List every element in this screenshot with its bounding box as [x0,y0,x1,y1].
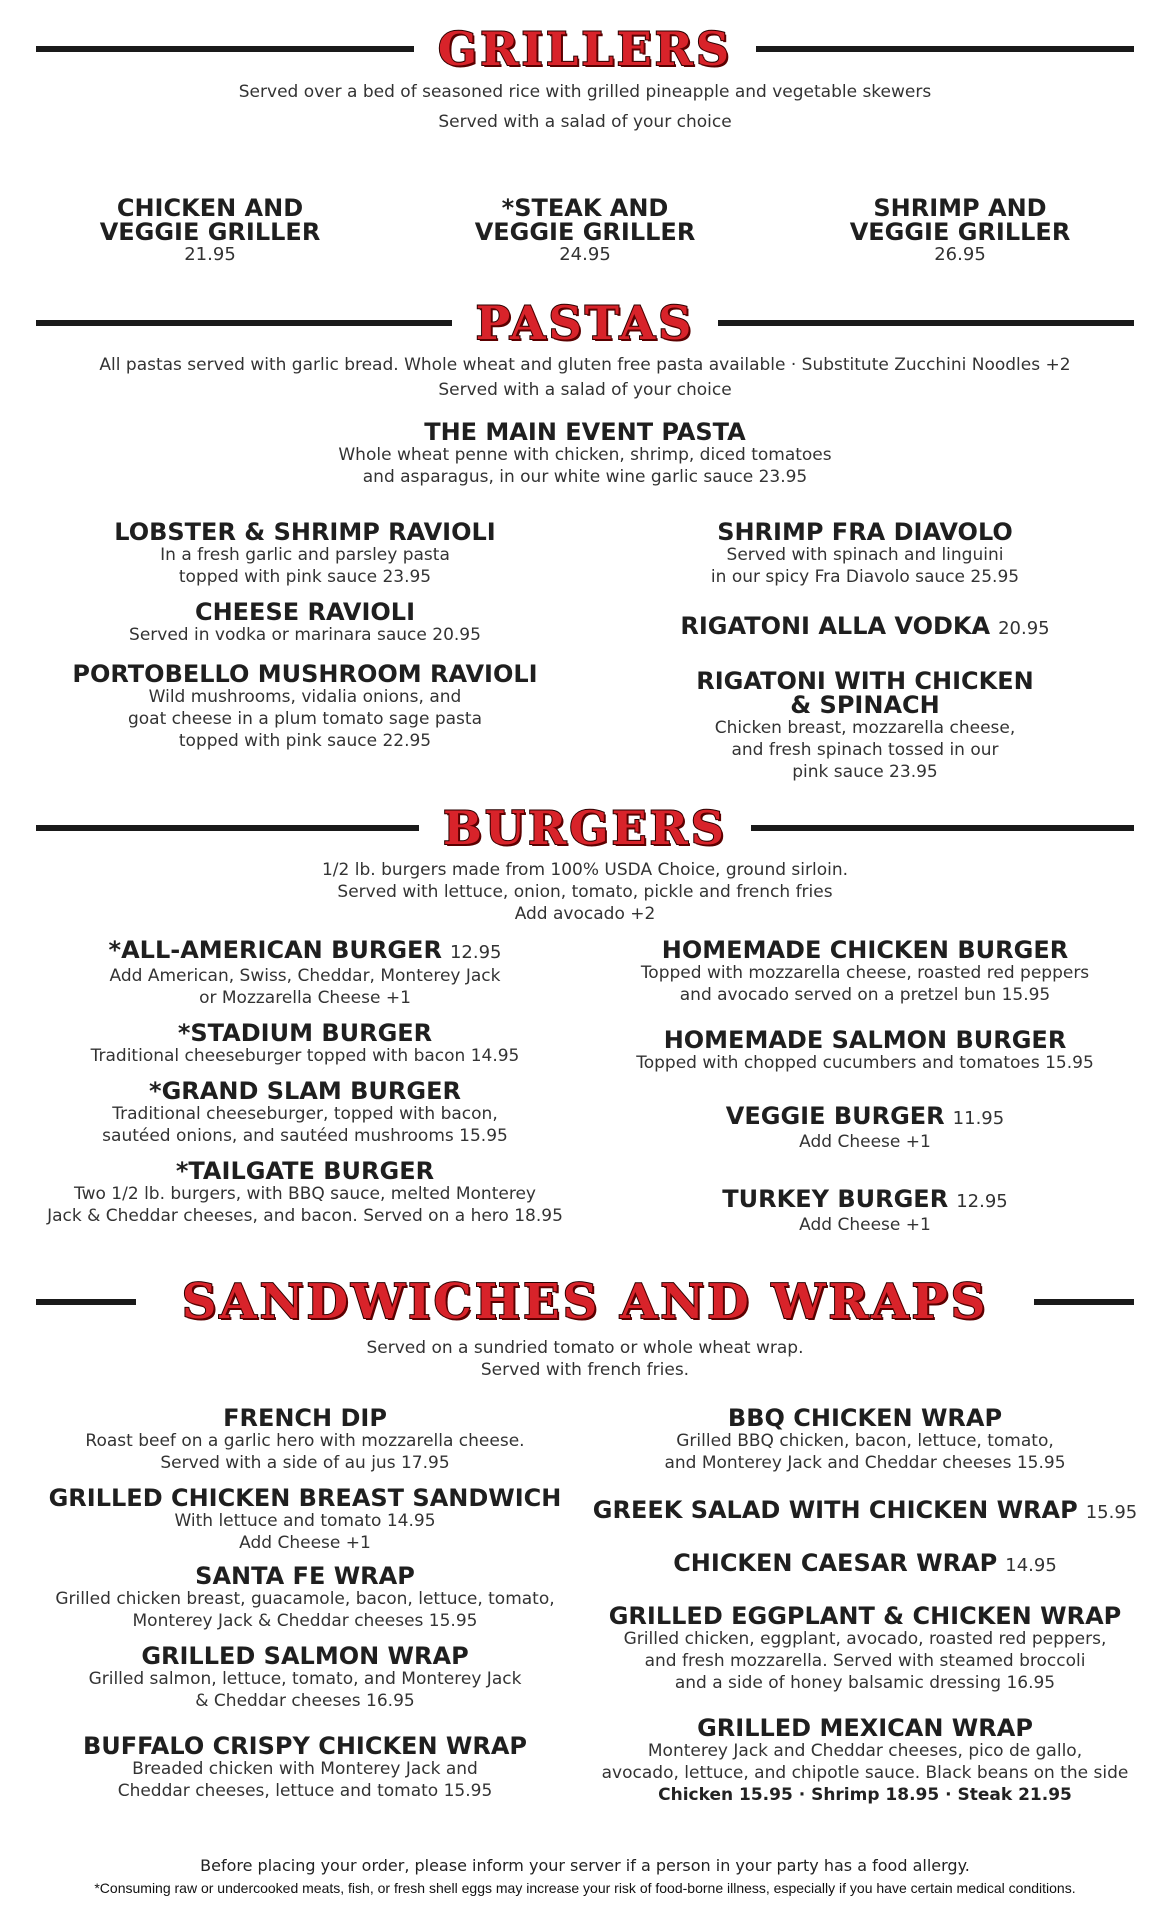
item-name: PORTOBELLO MUSHROOM RAVIOLI [72,660,538,688]
item-price: 12.95 [449,942,502,963]
item-name: GREEK SALAD WITH CHICKEN WRAP [592,1496,1078,1524]
item-description: Breaded chicken with Monterey Jack and [132,1759,478,1779]
divider [36,1299,136,1305]
item-description: and fresh spinach tossed in our [731,740,999,760]
item-description: topped with pink sauce 22.95 [178,731,432,751]
burgers-header [0,801,1170,855]
menu-item-steak-griller [435,196,735,266]
item-name: SANTA FE WRAP [195,1562,415,1590]
item-description: Chicken breast, mozzarella cheese, [714,718,1016,738]
item-price-options: Chicken 15.95 · Shrimp 18.95 · Steak 21.95 [658,1785,1072,1805]
item-description: Jack & Cheddar cheeses, and bacon. Served on a hero 18.95 [47,1206,563,1226]
sandwiches-left-column [30,1406,580,1802]
item-name: *STADIUM BURGER [177,1019,433,1047]
item-description: goat cheese in a plum tomato sage pasta [127,709,482,729]
item-description: and fresh mozzarella. Served with steamed broccoli [644,1651,1086,1671]
menu-item [40,1159,570,1227]
burgers-subtitle-3: Add avocado +2 [514,904,656,924]
item-description: in our spicy Fra Diavolo sauce 25.95 [710,567,1020,587]
pastas-left-column [40,520,570,752]
sandwiches-subtitle-1: Served on a sundried tomato or whole wheat wrap. [366,1338,804,1358]
menu-item [40,1079,570,1147]
item-description: Add Cheese +1 [799,1215,931,1235]
sandwiches-header [0,1274,1170,1330]
item-description: Monterey Jack & Cheddar cheeses 15.95 [132,1611,478,1631]
grillers-subtitle-1: Served over a bed of seasoned rice with grilled pineapple and vegetable skewers [238,82,932,102]
divider [1034,1299,1134,1305]
menu-item [40,600,570,646]
menu-item [600,938,1130,1006]
item-description: In a fresh garlic and parsley pasta [160,545,450,565]
menu-item [590,1406,1140,1474]
item-name: FRENCH DIP [223,1404,387,1432]
divider [36,320,452,326]
section-title-burgers: BURGERS [442,801,728,855]
item-description: and Monterey Jack and Cheddar cheeses 15.95 [664,1453,1066,1473]
item-description: Grilled BBQ chicken, bacon, lettuce, tomato, [676,1431,1054,1451]
item-name: BBQ CHICKEN WRAP [727,1404,1003,1432]
item-name: HOMEMADE CHICKEN BURGER [661,936,1069,964]
item-name: CHICKEN AND [116,194,304,222]
item-name: SHRIMP AND [873,194,1047,222]
item-price: 26.95 [934,244,986,265]
section-title-sandwiches: SANDWICHES AND WRAPS [181,1274,989,1330]
item-description: With lettuce and tomato 14.95 [174,1511,436,1531]
item-description: Traditional cheeseburger topped with bacon 14.95 [90,1046,520,1066]
item-name: RIGATONI WITH CHICKEN [696,667,1034,695]
menu-item [600,614,1130,641]
item-name: GRILLED MEXICAN WRAP [697,1714,1033,1742]
item-price: 24.95 [559,244,611,265]
menu-item-main-event-pasta [235,420,935,488]
item-description: Monterey Jack and Cheddar cheeses, pico de gallo, [647,1741,1083,1761]
item-name: HOMEMADE SALMON BURGER [663,1026,1067,1054]
burgers-right-column [600,938,1130,1236]
menu-item [40,520,570,588]
divider [718,320,1134,326]
item-name: LOBSTER & SHRIMP RAVIOLI [114,518,496,546]
menu-item [30,1564,580,1632]
item-name: *STEAK AND [501,194,669,222]
item-name: SHRIMP FRA DIAVOLO [717,518,1013,546]
item-description: topped with pink sauce 23.95 [178,567,432,587]
item-name: BUFFALO CRISPY CHICKEN WRAP [82,1732,527,1760]
menu-item [40,938,570,1009]
item-name: VEGGIE GRILLER [474,218,696,246]
item-description: Whole wheat penne with chicken, shrimp, diced tomatoes [338,445,832,465]
item-description: Grilled salmon, lettuce, tomato, and Monterey Jack [88,1669,522,1689]
item-name: CHEESE RAVIOLI [194,598,416,626]
item-description: pink sauce 23.95 [792,762,938,782]
menu-item-shrimp-griller [810,196,1110,266]
item-name: VEGGIE GRILLER [99,218,321,246]
item-description: Add Cheese +1 [799,1132,931,1152]
menu-item [590,1551,1140,1578]
sandwiches-subtitle-2: Served with french fries. [480,1360,690,1380]
item-description: sautéed onions, and sautéed mushrooms 15.95 [102,1126,508,1146]
menu-item [600,1187,1130,1236]
item-description: Grilled chicken breast, guacamole, bacon, lettuce, tomato, [55,1589,555,1609]
item-description: or Mozzarella Cheese +1 [199,988,411,1008]
divider [36,825,419,831]
item-price: 12.95 [956,1191,1008,1212]
divider [36,46,414,52]
item-description: and asparagus, in our white wine garlic sauce 23.95 [362,467,808,487]
menu-item [590,1716,1140,1806]
item-price: 11.95 [952,1108,1005,1129]
menu-item [30,1406,580,1474]
menu-item [30,1734,580,1802]
item-name: *GRAND SLAM BURGER [149,1077,461,1105]
item-description: Roast beef on a garlic hero with mozzarella cheese. [85,1431,525,1451]
item-description: Grilled chicken, eggplant, avocado, roasted red peppers, [623,1629,1107,1649]
burgers-subtitle-2: Served with lettuce, onion, tomato, pickle and french fries [337,882,833,902]
divider [756,46,1134,52]
item-description: Topped with chopped cucumbers and tomatoes 15.95 [636,1053,1094,1073]
item-description: Topped with mozzarella cheese, roasted red peppers [640,963,1090,983]
menu-item [600,1104,1130,1153]
burgers-subtitle-1: 1/2 lb. burgers made from 100% USDA Choice, ground sirloin. [321,860,849,880]
item-description: and a side of honey balsamic dressing 16.95 [674,1673,1056,1693]
item-name: THE MAIN EVENT PASTA [424,418,746,446]
item-name: *TAILGATE BURGER [175,1157,435,1185]
item-name: TURKEY BURGER [722,1185,949,1213]
menu-item [590,1604,1140,1694]
item-name: CHICKEN CAESAR WRAP [673,1549,998,1577]
item-description: Served with a side of au jus 17.95 [160,1453,450,1473]
pastas-right-column [600,520,1130,783]
item-name: GRILLED CHICKEN BREAST SANDWICH [48,1484,562,1512]
item-price: 14.95 [1005,1555,1057,1576]
menu-item [30,1486,580,1554]
item-description: Cheddar cheeses, lettuce and tomato 15.95 [117,1781,493,1801]
item-name: GRILLED SALMON WRAP [141,1642,469,1670]
menu-item-chicken-griller [60,196,360,266]
item-name: *ALL-AMERICAN BURGER [108,936,442,964]
item-description: Add Cheese +1 [239,1533,371,1553]
divider [751,825,1134,831]
item-description: avocado, lettuce, and chipotle sauce. Black beans on the side [601,1763,1129,1783]
section-title-pastas: PASTAS [475,296,695,350]
item-description: Traditional cheeseburger, topped with bacon, [112,1104,498,1124]
item-name: & SPINACH [790,691,940,719]
item-price: 20.95 [998,618,1050,639]
item-name: GRILLED EGGPLANT & CHICKEN WRAP [608,1602,1122,1630]
allergy-notice: Before placing your order, please inform your server if a person in your party has a food allergy. [200,1856,970,1875]
item-description: and avocado served on a pretzel bun 15.95 [679,985,1051,1005]
menu-item [40,1021,570,1067]
sandwiches-right-column [590,1406,1140,1806]
consumer-advisory: *Consuming raw or undercooked meats, fish, or fresh shell eggs may increase your risk of food-borne illness, especially if you have certain medical conditions. [94,1880,1076,1896]
menu-item [590,1498,1140,1525]
item-description: Add American, Swiss, Cheddar, Monterey Jack [109,966,501,986]
menu-item [600,520,1130,588]
item-description: Wild mushrooms, vidalia onions, and [148,687,462,707]
menu-item [600,1028,1130,1074]
pastas-header [0,296,1170,350]
item-price: 21.95 [184,244,236,265]
item-name: VEGGIE GRILLER [849,218,1071,246]
item-description: Two 1/2 lb. burgers, with BBQ sauce, melted Monterey [74,1184,536,1204]
burgers-left-column [40,938,570,1227]
menu-item [40,662,570,752]
grillers-header [0,22,1170,76]
section-title-grillers: GRILLERS [437,22,733,76]
menu-item [30,1644,580,1712]
item-name: VEGGIE BURGER [725,1102,945,1130]
item-price: 15.95 [1085,1502,1138,1523]
pastas-subtitle-1: All pastas served with garlic bread. Whole wheat and gluten free pasta available · Substitute Zucchini Noodles +2 [99,355,1071,375]
menu-item [600,669,1130,783]
item-description: & Cheddar cheeses 16.95 [195,1691,415,1711]
pastas-subtitle-2: Served with a salad of your choice [438,380,732,400]
item-description: Served in vodka or marinara sauce 20.95 [129,625,481,645]
grillers-subtitle-2: Served with a salad of your choice [438,112,732,132]
item-name: RIGATONI ALLA VODKA [680,612,991,640]
item-description: Served with spinach and linguini [726,545,1004,565]
